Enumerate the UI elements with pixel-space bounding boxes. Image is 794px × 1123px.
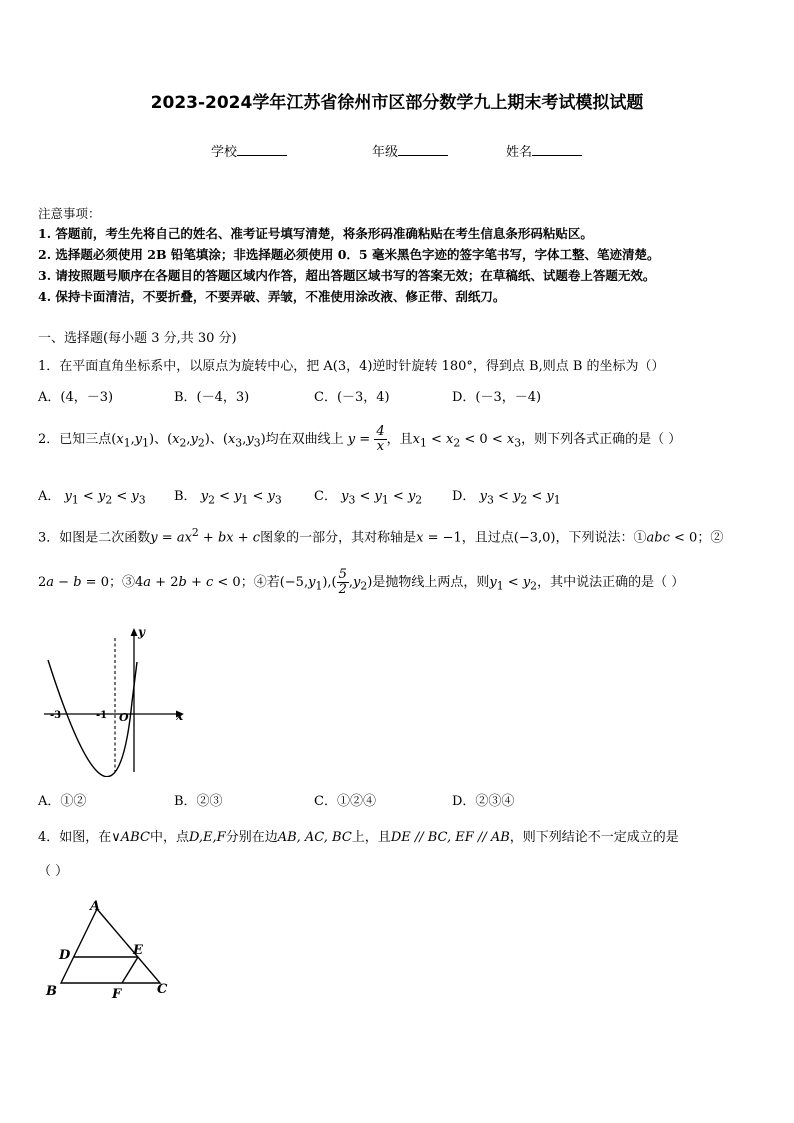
- name-field[interactable]: [506, 141, 582, 160]
- grade-label: 年级: [372, 145, 399, 160]
- q4-text: 中，点: [149, 830, 189, 845]
- q4-points: D,E,F: [188, 830, 226, 845]
- notice-item: 3. 请按照题号顺序在各题目的答题区域内作答，超出答题区域书写的答案无效；在草稿纸、试题卷上答题无效。: [38, 268, 656, 283]
- y-label: y: [138, 625, 145, 639]
- label-e: E: [133, 943, 143, 958]
- notice-item: 2. 选择题必须使用 2B 铅笔填涂；非选择题必须使用 0．5 毫米黑色字迹的签字笔书写，字体工整、笔迹清楚。: [38, 247, 660, 262]
- q2-text: ，则下列各式正确的是（ ）: [521, 432, 682, 447]
- school-field[interactable]: [211, 141, 287, 160]
- q3-parabola-graph: [40, 622, 190, 777]
- q3-option-c[interactable]: C．①②④: [314, 794, 376, 809]
- label-a: A: [90, 899, 101, 914]
- q4-answer-paren: （ ）: [38, 864, 69, 879]
- q1-option-c[interactable]: C．(－3，4): [314, 390, 390, 405]
- name-blank[interactable]: [532, 143, 582, 156]
- label-c: C: [157, 982, 168, 997]
- q1-option-d[interactable]: D．(－3，－4): [452, 390, 542, 405]
- grade-blank[interactable]: [398, 143, 448, 156]
- q2-option-b[interactable]: B． $y_2 < y_1 < y_3$: [174, 489, 282, 507]
- q2-text: 2．已知三点: [38, 432, 112, 447]
- q3-option-d[interactable]: D．②③④: [452, 794, 515, 809]
- q4-triangle-name: ∨ABC: [111, 830, 150, 845]
- y-axis-arrow: [131, 628, 138, 636]
- q3-text: 是抛物线上两点，则: [372, 575, 490, 590]
- label-f: F: [112, 987, 122, 1002]
- q3-stem-line1: 3．如图是二次函数$y = ax^2$ + bx + c图象的一部分，其对称轴是x = −1，且过点(−3,0)，下列说法：①abc < 0；②: [38, 526, 724, 546]
- q2-option-c[interactable]: C． $y_3 < y_1 < y_2$: [314, 489, 423, 507]
- triangle-abc: [61, 909, 160, 983]
- q3-option-a[interactable]: A．①②: [38, 794, 87, 809]
- q4-text: 上，且: [351, 830, 391, 845]
- x-label: x: [176, 709, 184, 723]
- q2-option-d[interactable]: D． $y_3 < y_2 < y_1$: [452, 489, 561, 507]
- q1-stem: 1．在平面直角坐标系中，以原点为旋转中心，把 A(3，4)逆时针旋转 180°，得到点 B,则点 B 的坐标为（）: [38, 359, 665, 374]
- q3-stem-line2: 2a − b = 0；③4a + 2b + c < 0；④若$(-5,y_1)$,( $\frac{5}{2}$ $,y_2$)是抛物线上两点，则$y_1 < y_2$，其中说法正确的是（ ）: [38, 567, 685, 597]
- school-label: 学校: [211, 145, 238, 160]
- q1-option-b[interactable]: B．(－4，3): [174, 390, 250, 405]
- q2-text: 、: [154, 432, 168, 447]
- label-d: D: [59, 948, 71, 963]
- q4-condition: DE // BC, EF // AB: [390, 830, 510, 845]
- notice-heading: 注意事项：: [38, 206, 101, 221]
- notice-item: 1. 答题前，考生先将自己的姓名、准考证号填写清楚，将条形码准确粘贴在考生信息条形码粘贴区。: [38, 226, 593, 241]
- school-blank[interactable]: [237, 143, 287, 156]
- q4-sides: AB, AC, BC: [277, 830, 352, 845]
- q2-fraction: $\frac{4}{x}$: [376, 424, 385, 454]
- q3-fraction: $\frac{5}{2}$: [338, 567, 347, 597]
- name-label: 姓名: [506, 145, 533, 160]
- q4-stem: [38, 826, 679, 845]
- q3-text: 3．如图是二次函数: [38, 530, 151, 546]
- q4-text: 4．如图，在: [38, 830, 112, 845]
- tick-label-minus1: -1: [96, 710, 108, 721]
- q2-text: 均在双曲线上: [265, 432, 344, 447]
- section-heading: 一、选择题(每小题 3 分,共 30 分): [38, 331, 237, 346]
- q3-text: ，下列说法：①: [555, 530, 647, 546]
- q2-stem: 2．已知三点$(x_1,y_1)$、$(x_2,y_2)$、$(x_3,y_3)$均在双曲线上 y = $\frac{4}{x}$ ，且$x_1 < x_2 < 0 < x_3$，则下列各式正确的是（ ）: [38, 424, 682, 454]
- q3-text: ，其中说法正确的是（ ）: [537, 575, 685, 590]
- q2-option-a[interactable]: A． $y_1 < y_2 < y_3$: [38, 489, 146, 507]
- tick-label-minus3: -3: [50, 710, 62, 721]
- notice-item: 4. 保持卡面清洁，不要折叠，不要弄破、弄皱，不准使用涂改液、修正带、刮纸刀。: [38, 289, 506, 304]
- q3-text: ；④若: [240, 575, 280, 590]
- q1-option-a[interactable]: A．(4，－3): [38, 390, 114, 405]
- q3-text: ；②: [697, 530, 724, 546]
- q4-text: 分别在边: [225, 830, 278, 845]
- q2-text: ，且: [386, 432, 413, 447]
- q4-triangle-figure: [40, 895, 185, 1005]
- grade-field[interactable]: [372, 141, 448, 160]
- q3-text: 图象的一部分，其对称轴是: [260, 530, 417, 546]
- q3-option-b[interactable]: B．②③: [174, 794, 223, 809]
- q3-text: ；③: [108, 575, 135, 590]
- q3-text: ，且过点: [461, 530, 514, 546]
- origin-label: O: [119, 711, 129, 724]
- label-b: B: [46, 984, 57, 999]
- page-title: 2023-2024学年江苏省徐州市区部分数学九上期末考试模拟试题: [150, 93, 644, 113]
- q4-text: ，则下列结论不一定成立的是: [509, 830, 679, 845]
- segment-ef: [122, 957, 138, 983]
- q2-text: 、: [209, 432, 223, 447]
